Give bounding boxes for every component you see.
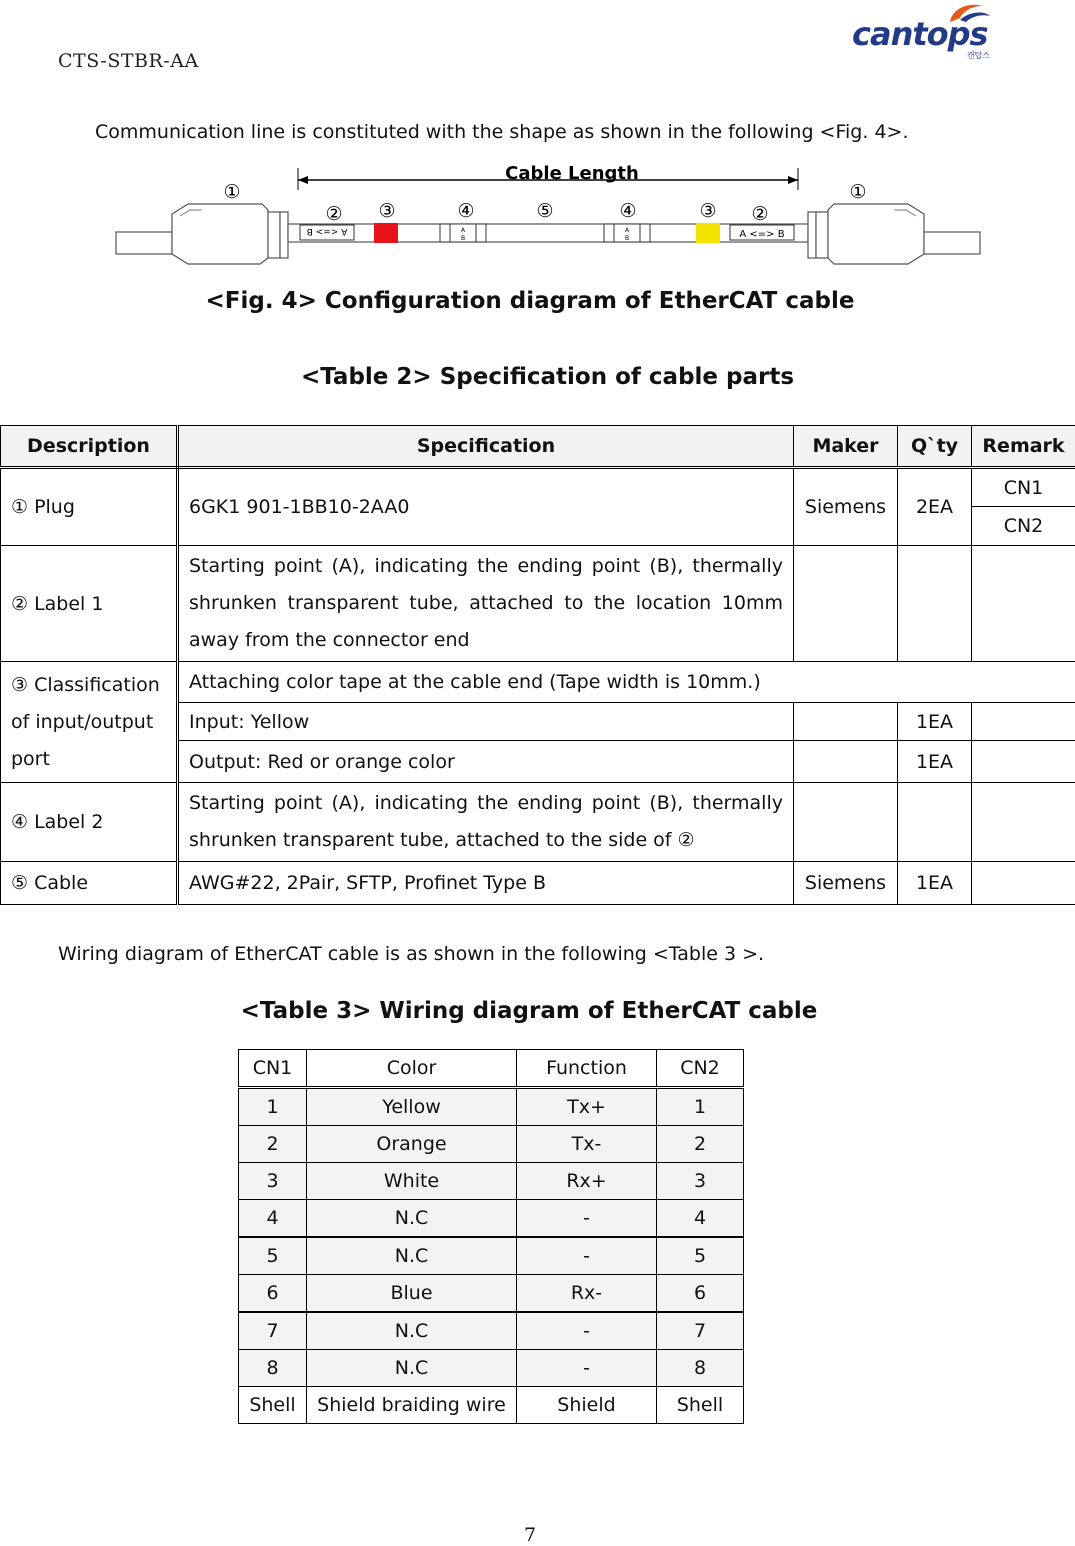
cn1-pin: 4 [239, 1200, 307, 1238]
cn2-pin: 7 [657, 1312, 744, 1350]
table-row [239, 1163, 744, 1200]
marker-plug-left: ① [223, 181, 240, 203]
signal-function: Tx- [517, 1126, 657, 1163]
label1-spec: Starting point (A), indicating the ending point (B), thermally shrunken transparent tube, attached to the location 10mm away from the connector end [178, 546, 794, 662]
header-description: Description [1, 426, 178, 468]
cn1-pin: 8 [239, 1350, 307, 1387]
wire-color: White [307, 1163, 517, 1200]
table-row [1, 862, 1075, 905]
marker-label2-right: ④ [619, 200, 636, 222]
company-logo [852, 0, 994, 62]
signal-function: - [517, 1350, 657, 1387]
plug-remark-cn1: CN1 [972, 468, 1075, 507]
classification-input: Input: Yellow [178, 703, 794, 741]
marker-plug-right: ① [849, 181, 866, 203]
left-cable-stub [116, 232, 172, 254]
part-markers [223, 181, 866, 225]
plug-description: ① Plug [1, 468, 178, 546]
header-specification: Specification [178, 426, 794, 468]
wire-color: Yellow [307, 1088, 517, 1126]
wire-color: N.C [307, 1237, 517, 1275]
marker-label1-right: ② [751, 203, 768, 225]
cn2-pin: 2 [657, 1126, 744, 1163]
marker-tape-right: ③ [699, 200, 716, 222]
cn2-pin: 8 [657, 1350, 744, 1387]
classification-output-qty: 1EA [898, 741, 972, 783]
table2-title: <Table 2> Specification of cable parts [0, 364, 1075, 390]
header-maker: Maker [794, 426, 898, 468]
wire-color: Shield braiding wire [307, 1387, 517, 1424]
classification-note: Attaching color tape at the cable end (Tape width is 10mm.) [178, 662, 1075, 703]
cn1-pin: Shell [239, 1387, 307, 1424]
wire-color: N.C [307, 1200, 517, 1238]
cn1-pin: 3 [239, 1163, 307, 1200]
plug-spec: 6GK1 901-1BB10-2AA0 [178, 468, 794, 546]
table-row [239, 1275, 744, 1313]
svg-text:A <=> B: A <=> B [739, 229, 784, 240]
table-row [239, 1237, 744, 1275]
table-row [239, 1088, 744, 1126]
marker-tape-left: ③ [378, 200, 395, 222]
cn2-pin: 4 [657, 1200, 744, 1238]
figure-caption: <Fig. 4> Configuration diagram of EtherCAT cable [0, 288, 1060, 314]
input-color-tape [696, 223, 720, 243]
table-row [239, 1387, 744, 1424]
table-row [1, 783, 1075, 862]
page-number: 7 [0, 1524, 1060, 1546]
wire-color: Orange [307, 1126, 517, 1163]
signal-function: Rx+ [517, 1163, 657, 1200]
label2-description: ④ Label 2 [1, 783, 178, 862]
right-cable-stub [924, 232, 980, 254]
cable-spec: AWG#22, 2Pair, SFTP, Profinet Type B [178, 862, 794, 905]
table-row [239, 1126, 744, 1163]
wire-color: N.C [307, 1312, 517, 1350]
output-color-tape [374, 223, 398, 243]
logo-wordmark: cantops [852, 15, 988, 53]
signal-function: Rx- [517, 1275, 657, 1313]
cn1-pin: 1 [239, 1088, 307, 1126]
table-row [239, 1312, 744, 1350]
plug-qty: 2EA [898, 468, 972, 546]
cable-qty: 1EA [898, 862, 972, 905]
header-cn2: CN2 [657, 1050, 744, 1088]
cable-length-label: Cable Length [505, 163, 639, 184]
cn1-pin: 6 [239, 1275, 307, 1313]
table-header-row [239, 1050, 744, 1088]
cn1-pin: 5 [239, 1237, 307, 1275]
classification-description: ③ Classification of input/output port [1, 662, 178, 783]
header-color: Color [307, 1050, 517, 1088]
cn2-pin: 1 [657, 1088, 744, 1126]
signal-function: Shield [517, 1387, 657, 1424]
svg-text:B: B [461, 235, 465, 242]
cn2-pin: Shell [657, 1387, 744, 1424]
plug-maker: Siemens [794, 468, 898, 546]
signal-function: - [517, 1200, 657, 1238]
cable-parts-spec-table [0, 425, 1075, 905]
wiring-diagram-table [238, 1049, 744, 1424]
wire-color: N.C [307, 1350, 517, 1387]
table-row [1, 662, 1075, 703]
marker-label1-left: ② [325, 203, 342, 225]
plug-remark-cn2: CN2 [972, 507, 1075, 546]
label2-spec: Starting point (A), indicating the ending point (B), thermally shrunken transparent tube, attached to the side of ② [178, 783, 794, 862]
cable-maker: Siemens [794, 862, 898, 905]
label1-description: ② Label 1 [1, 546, 178, 662]
right-plug-connector [828, 204, 924, 264]
signal-function: Tx+ [517, 1088, 657, 1126]
svg-text:B: B [625, 235, 629, 242]
wire-color: Blue [307, 1275, 517, 1313]
table-row [239, 1350, 744, 1387]
cn1-pin: 7 [239, 1312, 307, 1350]
marker-cable: ⑤ [536, 200, 553, 222]
table3-title: <Table 3> Wiring diagram of EtherCAT cable [0, 998, 1058, 1024]
cn2-pin: 3 [657, 1163, 744, 1200]
table-row [239, 1200, 744, 1238]
classification-input-qty: 1EA [898, 703, 972, 741]
svg-text:A: A [461, 227, 466, 234]
signal-function: - [517, 1237, 657, 1275]
classification-output: Output: Red or orange color [178, 741, 794, 783]
marker-label2-left: ④ [457, 200, 474, 222]
table-header-row [1, 426, 1075, 468]
header-remark: Remark [972, 426, 1075, 468]
svg-text:A <=> B: A <=> B [307, 226, 348, 236]
header-qty: Q`ty [898, 426, 972, 468]
wiring-intro-paragraph: Wiring diagram of EtherCAT cable is as shown in the following <Table 3 >. [58, 943, 764, 965]
intro-paragraph: Communication line is constituted with the shape as shown in the following <Fig. 4>. [95, 121, 909, 143]
table-row [1, 546, 1075, 662]
logo-subtext: 캔탑스 [967, 50, 990, 61]
cn1-pin: 2 [239, 1126, 307, 1163]
table-row [1, 468, 1075, 507]
header-cn1: CN1 [239, 1050, 307, 1088]
left-plug-connector [172, 204, 268, 264]
cable-configuration-diagram [110, 160, 990, 270]
svg-text:A: A [625, 227, 630, 234]
cn2-pin: 5 [657, 1237, 744, 1275]
cable-description: ⑤ Cable [1, 862, 178, 905]
header-function: Function [517, 1050, 657, 1088]
signal-function: - [517, 1312, 657, 1350]
cn2-pin: 6 [657, 1275, 744, 1313]
document-code: CTS-STBR-AA [58, 50, 199, 72]
